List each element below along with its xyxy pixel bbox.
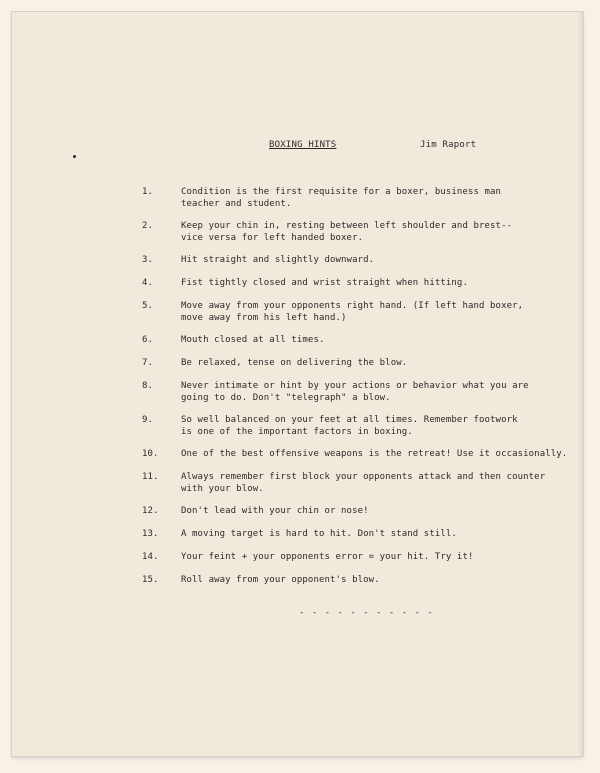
- hint-number: 4.: [142, 278, 154, 288]
- hint-text: One of the best offensive weapons is the retreat! Use it occasionally.: [181, 449, 568, 459]
- hint-text: Never intimate or hint by your actions or behavior what you are going to do. Don't "telegraph" a blow.: [181, 381, 529, 403]
- stray-mark: [73, 155, 76, 158]
- hint-text: Don't lead with your chin or nose!: [181, 506, 369, 516]
- document-page: [12, 12, 583, 756]
- hint-text: Hit straight and slightly downward.: [181, 255, 375, 265]
- hint-number: 10.: [142, 449, 159, 459]
- hint-number: 2.: [142, 221, 154, 231]
- hint-number: 3.: [142, 255, 154, 265]
- hint-text: A moving target is hard to hit. Don't stand still.: [181, 529, 457, 539]
- hint-text: Condition is the first requisite for a boxer, business man teacher and student.: [181, 187, 502, 209]
- hint-text: Your feint + your opponents error = your hit. Try it!: [181, 552, 474, 562]
- hint-number: 15.: [142, 575, 159, 585]
- hint-number: 14.: [142, 552, 159, 562]
- hint-number: 9.: [142, 415, 154, 425]
- hint-number: 8.: [142, 381, 154, 391]
- closing-dashes: - - - - - - - - - - -: [299, 608, 434, 618]
- hint-number: 7.: [142, 358, 154, 368]
- hint-text: Be relaxed, tense on delivering the blow.: [181, 358, 408, 368]
- hint-number: 13.: [142, 529, 159, 539]
- hint-number: 6.: [142, 335, 154, 345]
- hint-number: 12.: [142, 506, 159, 516]
- hint-number: 1.: [142, 187, 154, 197]
- hint-text: So well balanced on your feet at all times. Remember footwork is one of the important factors in boxing.: [181, 415, 518, 437]
- document-title: BOXING HINTS: [269, 140, 337, 150]
- hint-text: Roll away from your opponent's blow.: [181, 575, 380, 585]
- hint-number: 5.: [142, 301, 154, 311]
- hint-text: Always remember first block your opponents attack and then counter with your blow.: [181, 472, 546, 494]
- hint-text: Mouth closed at all times.: [181, 335, 325, 345]
- hint-text: Keep your chin in, resting between left shoulder and brest-- vice versa for left handed boxer.: [181, 221, 513, 243]
- hint-text: Fist tightly closed and wrist straight when hitting.: [181, 278, 468, 288]
- hint-text: Move away from your opponents right hand. (If left hand boxer, move away from his left hand.): [181, 301, 524, 323]
- document-author: Jim Raport: [420, 140, 477, 150]
- hint-number: 11.: [142, 472, 159, 482]
